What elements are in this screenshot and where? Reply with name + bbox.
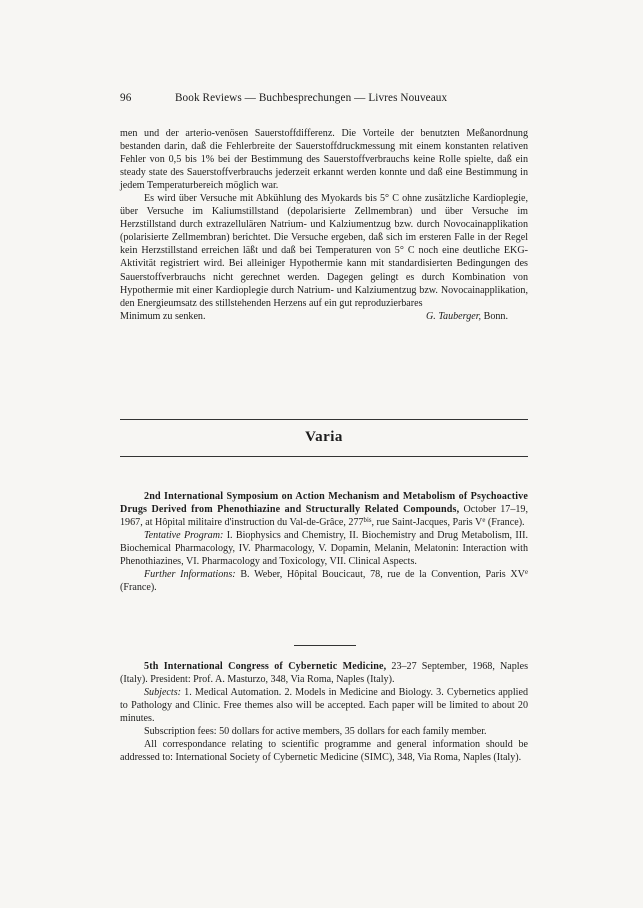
- info-country: (France).: [120, 582, 157, 594]
- review-closing-line: [120, 310, 528, 323]
- symposium-info: [120, 568, 528, 594]
- review-signature: [426, 310, 528, 323]
- book-review-continuation: [120, 127, 528, 323]
- address-superscript: bis: [363, 517, 372, 525]
- reviewer-name: G. Tauberger,: [426, 310, 482, 322]
- arrondissement-superscript: e: [482, 517, 486, 525]
- review-paragraph-1: men und der arterio-venösen Sauerstoffdifferenz. Die Vorteile der benutzten Meßanordnung bestanden darin, daß die Fehlerbreite der Sauerstoffdruckmessung mit einem konstanten relativen Fehler von 0,5 bis 1% bei der Bestimmung des Sauerstoffverbrauchs keine Rolle spielte, daß ein steady state des Sauerstoffverbrauchs jederzeit erkannt werden konnte und daß eine Bestimmung in jedem Temperaturbereich möglich war.: [120, 128, 528, 192]
- info-superscript: e: [524, 569, 529, 577]
- symposium-address: , rue Saint-Jacques, Paris V: [371, 517, 483, 529]
- symposium-paragraph: [120, 490, 528, 529]
- review-paragraph-2: Es wird über Versuche mit Abkühlung des Myokards bis 5° C ohne zusätzliche Kardioplegie, über Versuche im Kaliumstillstand (depolarisierte Zellmembran) und über Versuche im Herzstillstand durch extrazellulären Natrium- und Kalziumentzug bzw. durch Novocainapplikation (polarisierte Zellmembran) berichtet. Die Versuche ergeben, daß sich im ersteren Falle in der Regel kein Herzstillstand erreichen läßt und daß bei Temperaturen von 5° C noch eine deutliche EKG-Aktivität registriert wird. Bei alleiniger Hypothermie kann mit standardisierten Bedingungen des Sauerstoffverbrauchs nicht gerechnet werden. Dagegen gelingt es durch Kombination von Hypothermie mit einer Kardioplegie durch Natrium- und Kalziumentzug bzw. Novocainapplikation, den Energieumsatz des stillstehenden Herzens auf ein gut reproduzierbares: [120, 193, 528, 309]
- congress-paragraph: [120, 660, 528, 686]
- symposium-program: [120, 529, 528, 568]
- reviewer-city: Bonn.: [483, 310, 508, 322]
- running-title: Book Reviews — Buchbesprechungen — Livres Nouveaux: [175, 92, 448, 104]
- section-rule-top: [120, 419, 528, 420]
- symposium-details: October 17–19, 1967, at Hôpital militaire d'instruction du Val-de-Grâce, 277: [120, 504, 528, 529]
- entry-separator: [294, 645, 356, 646]
- congress-details: 23–27 September, 1968, Naples (Italy). President: Prof. A. Masturzo, 348, Via Roma, Naples (Italy).: [120, 661, 528, 686]
- program-label: Tentative Program:: [144, 530, 224, 542]
- review-last-line: Minimum zu senken.: [120, 310, 206, 322]
- congress-title: 5th International Congress of Cybernetic Medicine,: [144, 661, 387, 672]
- info-label: Further Informations:: [144, 569, 236, 581]
- subjects-text: 1. Medical Automation. 2. Models in Medicine and Biology. 3. Cybernetics applied to Pathology and Clinic. Free themes also will be accepted. Each paper will be limited to about 20 minutes.: [120, 687, 528, 725]
- congress-subjects: [120, 686, 528, 725]
- symposium-country: (France).: [485, 517, 525, 529]
- subjects-label: Subjects:: [144, 687, 181, 699]
- congress-fees: Subscription fees: 50 dollars for active members, 35 dollars for each family member.: [144, 726, 487, 738]
- varia-entry-symposium: [120, 490, 528, 594]
- congress-correspondence: All correspondance relating to scientific programme and general information should be addressed to: International Society of Cybernetic Medicine (SIMC), 348, Via Roma, Naples (Italy).: [120, 739, 528, 764]
- varia-entry-congress: [120, 660, 528, 764]
- program-text: I. Biophysics and Chemistry, II. Biochemistry and Drug Metabolism, III. Biochemical Pharmacology, IV. Pharmacology, V. Dopamin, Melanin, Melatonin: Interaction with Phenothiazines, VI. Pharmacology and Toxicology, VII. Clinical Aspects.: [120, 530, 528, 568]
- section-title: Varia: [305, 429, 343, 445]
- symposium-title: 2nd International Symposium on Action Mechanism and Metabolism of Psychoactive Drugs Derived from Phenothiazine and Structurally Related Compounds,: [120, 491, 528, 516]
- info-text: B. Weber, Hôpital Boucicaut, 78, rue de la Convention, Paris XV: [235, 569, 525, 581]
- section-rule-bottom: [120, 456, 528, 457]
- page-number: 96: [120, 92, 132, 104]
